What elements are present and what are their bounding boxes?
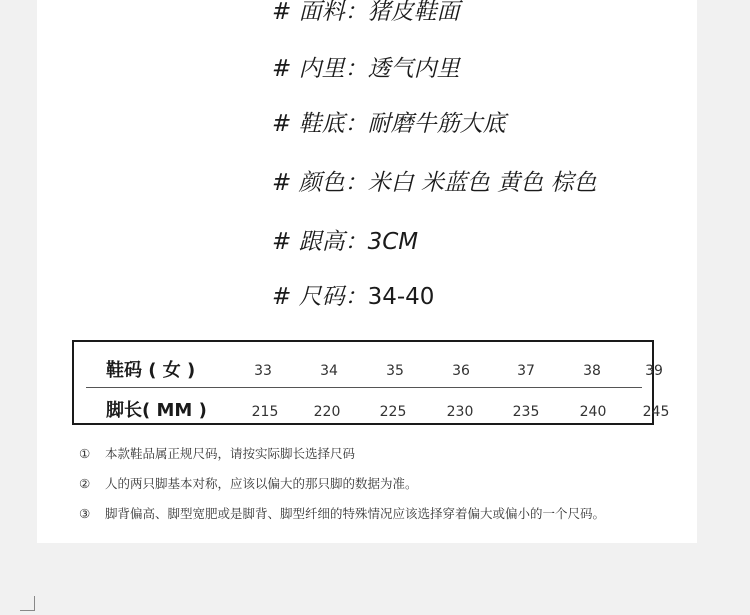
spec-value: 34-40 [367,284,435,310]
table-cell: 245 [642,404,670,420]
note-number: ① [79,446,91,461]
spec-material [272,0,460,27]
spec-heel-height [272,227,418,257]
note-item [79,504,605,522]
table-cell: 215 [251,404,279,420]
size-chart-table [72,340,670,425]
table-cell: 225 [379,404,407,420]
spec-value: 透气内里 [367,56,460,82]
table-cell: 34 [320,363,338,379]
table-cell: 230 [446,404,474,420]
note-text: 脚背偏高、脚型宽肥或是脚背、脚型纤细的特殊情况应该选择穿着偏大或偏小的一个尺码。 [105,506,606,521]
spec-label: # 尺码： [272,284,368,310]
spec-label: # 内里： [272,56,368,82]
row-label: 鞋码 ( 女 ) [106,360,196,381]
spec-label: # 面料： [272,0,368,25]
spec-label: # 颜色： [272,170,368,196]
product-detail-card [37,0,697,543]
table-cell: 220 [313,404,341,420]
note-number: ③ [79,506,91,521]
spec-value: 米白 米蓝色 黄色 棕色 [367,170,597,196]
table-cell: 240 [579,404,607,420]
spec-value: 3CM [367,229,419,255]
note-item [79,474,418,492]
table-cell: 235 [512,404,540,420]
table-cell: 38 [583,363,601,379]
spec-label: # 跟高： [272,229,368,255]
table-cell: 39 [645,363,663,379]
spec-lining [272,54,460,84]
spec-sole [272,109,506,139]
spec-label: # 鞋底： [272,111,368,137]
crop-corner-mark [20,596,35,611]
note-text: 本款鞋品属正规尺码，请按实际脚长选择尺码 [105,446,356,461]
note-text: 人的两只脚基本对称，应该以偏大的那只脚的数据为准。 [105,476,418,491]
table-cell: 36 [452,363,470,379]
table-cell: 33 [254,363,272,379]
spec-value: 耐磨牛筋大底 [367,111,506,137]
row-label: 脚长( MM ) [106,400,207,421]
spec-size-range [272,282,434,312]
table-row-shoe-size [74,350,663,390]
table-cell: 37 [517,363,535,379]
spec-color [272,168,597,198]
table-cell: 35 [386,363,404,379]
table-divider [86,387,642,388]
note-number: ② [79,476,91,491]
table-row-foot-length [74,390,670,430]
spec-value: 猪皮鞋面 [367,0,460,25]
note-item [79,444,355,462]
